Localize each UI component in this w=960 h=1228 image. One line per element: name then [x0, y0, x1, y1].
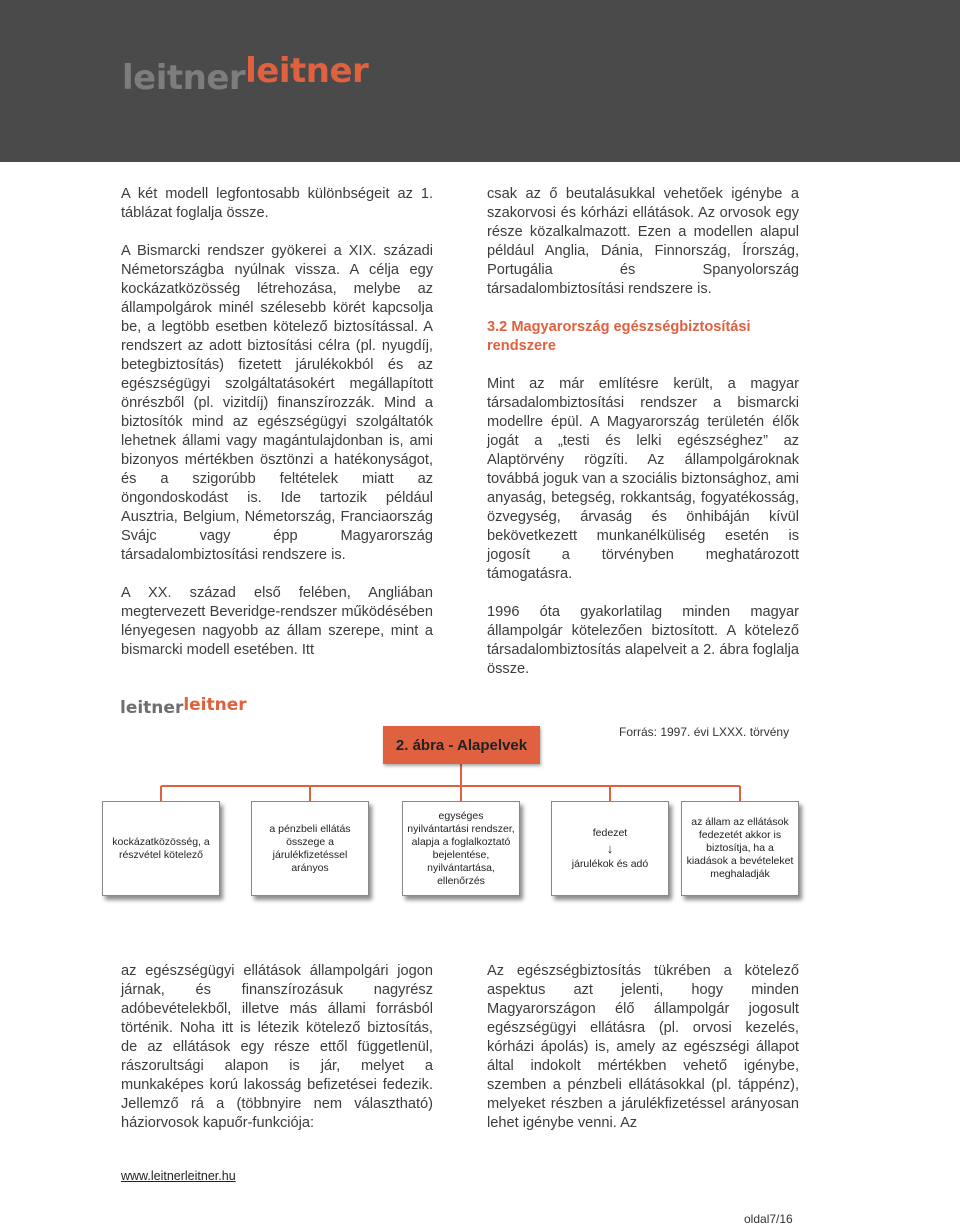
down-arrow-icon: ↓	[606, 840, 614, 856]
left-paragraph-3: A XX. század első felében, Angliában megtervezett Beveridge-rendszer működésében lényegesen nagyobb az állam szerepe, mint a bismarcki modell esetében. Itt	[121, 585, 433, 658]
principle-box-4-top: fedezet	[592, 826, 628, 839]
principle-box-1	[102, 801, 220, 896]
right-paragraph-3: 1996 óta gyakorlatilag minden magyar állampolgár kötelezően biztosított. A kötelező társadalombiztosítás alapelveit a 2. ábra foglalja össze.	[487, 604, 799, 677]
bottom-left-column	[121, 962, 433, 1133]
section-heading: 3.2 Magyarország egészségbiztosítási rendszere	[487, 319, 751, 354]
bottom-right-column	[487, 962, 799, 1133]
principle-box-2-text: a pénzbeli ellátás összege a járulékfizetéssel arányos	[269, 822, 351, 874]
logo-orange-text: leitner	[245, 51, 369, 91]
principle-box-5	[681, 801, 799, 896]
principle-box-2	[251, 801, 369, 896]
principle-box-1-text: kockázatközösség, a részvétel kötelező	[112, 835, 210, 861]
principle-box-5-text: az állam az ellátások fedezetét akkor is biztosítja, ha a kiadások a bevételeket meghaladják	[686, 816, 794, 880]
principle-box-3-text: egységes nyilvántartási rendszer, alapja a foglalkoztató bejelentése, nyilvántartása, ellenőrzés	[407, 809, 515, 887]
principle-box-4	[551, 801, 669, 896]
bottom-left-paragraph: az egészségügyi ellátások állampolgári jogon járnak, és finanszírozásuk nagyrész adóbevételekből, illetve más állami forrásból történik. Noha itt is létezik kötelező biztosítás, de az ellátások egy része ettől függetlenül, rászorultsági alapon is jár, melyet a munkaképes korú lakosság befizetései fedezik. Jellemző rá a (többnyire nem választható) háziorvosok kapuőr-funkciója:	[121, 963, 433, 1131]
principle-box-4-bottom: járulékok és adó	[571, 857, 649, 870]
figure-source: Forrás: 1997. évi LXXX. törvény	[619, 725, 790, 739]
left-paragraph-1: A két modell legfontosabb különbségeit az 1. táblázat foglalja össze.	[121, 186, 433, 221]
figure-title: 2. ábra - Alapelvek	[383, 726, 540, 764]
website-link[interactable]: www.leitnerleitner.hu	[121, 1169, 236, 1183]
left-paragraph-2: A Bismarcki rendszer gyökerei a XIX. századi Németországba nyúlnak vissza. A célja egy kockázatközösség létrehozása, melybe az állampolgárok minél szélesebb körét kapcsolja be, a legtöbb esetben kötelező biztosítással. A rendszert az adott biztosítási célra (pl. nyugdíj, betegbiztosítás) fizetett járulékokból és az egészségügyi szolgáltatásokért megállapított önrészből (pl. vizitdíj) finanszírozzák. Mind a biztosítók mind az egészségügyi szolgáltatók lehetnek állami vagy magántulajdonban is, ami bizonyos mértékben ösztönzi a hatékonyságot, és a szigorúbb feltételek miatt az öngondoskodást is. Ide tartozik például Ausztria, Belgium, Németország, Franciaország Svájc vagy épp Magyarország társadalombiztosítási rendszere is.	[121, 243, 433, 563]
figure-logo-grey: leitner	[120, 698, 184, 718]
right-paragraph-2: Mint az már említésre került, a magyar társadalombiztosítási rendszer a bismarcki modellre épül. A Magyarország területén élők jogát a „testi és lelki egészséghez” az Alaptörvény rögzíti. Az állampolgároknak továbbá joguk van a szociális biztonsághoz, ami anyaság, betegség, rokkantság, fogyatékosság, özvegység, árvaság és önhibáján kívül bekövetkezett munkanélküliség esetén is jogosít a törvényben meghatározott támogatásra.	[487, 376, 799, 582]
logo-grey-text: leitner	[122, 58, 246, 98]
figure-logo-orange: leitner	[183, 695, 247, 715]
bottom-right-paragraph: Az egészségbiztosítás tükrében a kötelező aspektus azt jelenti, hogy minden Magyarországon élő állampolgár jogosult egészségügyi ellátásra (pl. orvosi kezelés, kórházi ápolás) is, amely az egészségi állapot által indokolt mértékben vehető igénybe, szemben a pénzbeli ellátásokkal (pl. táppénz), melyeket részben a járulékfizetéssel arányosan lehet igénybe venni. Az	[487, 963, 799, 1131]
right-paragraph-1: csak az ő beutalásukkal vehetőek igénybe a szakorvosi és kórházi ellátások. Az orvosok egy része közalkalmazott. Ezen a modellen alapul például Anglia, Dánia, Finnország, Írország, Portugália és Spanyolország társadalombiztosítási rendszere is.	[487, 186, 799, 297]
page-number: oldal7/16	[744, 1212, 793, 1226]
principle-box-3	[402, 801, 520, 896]
